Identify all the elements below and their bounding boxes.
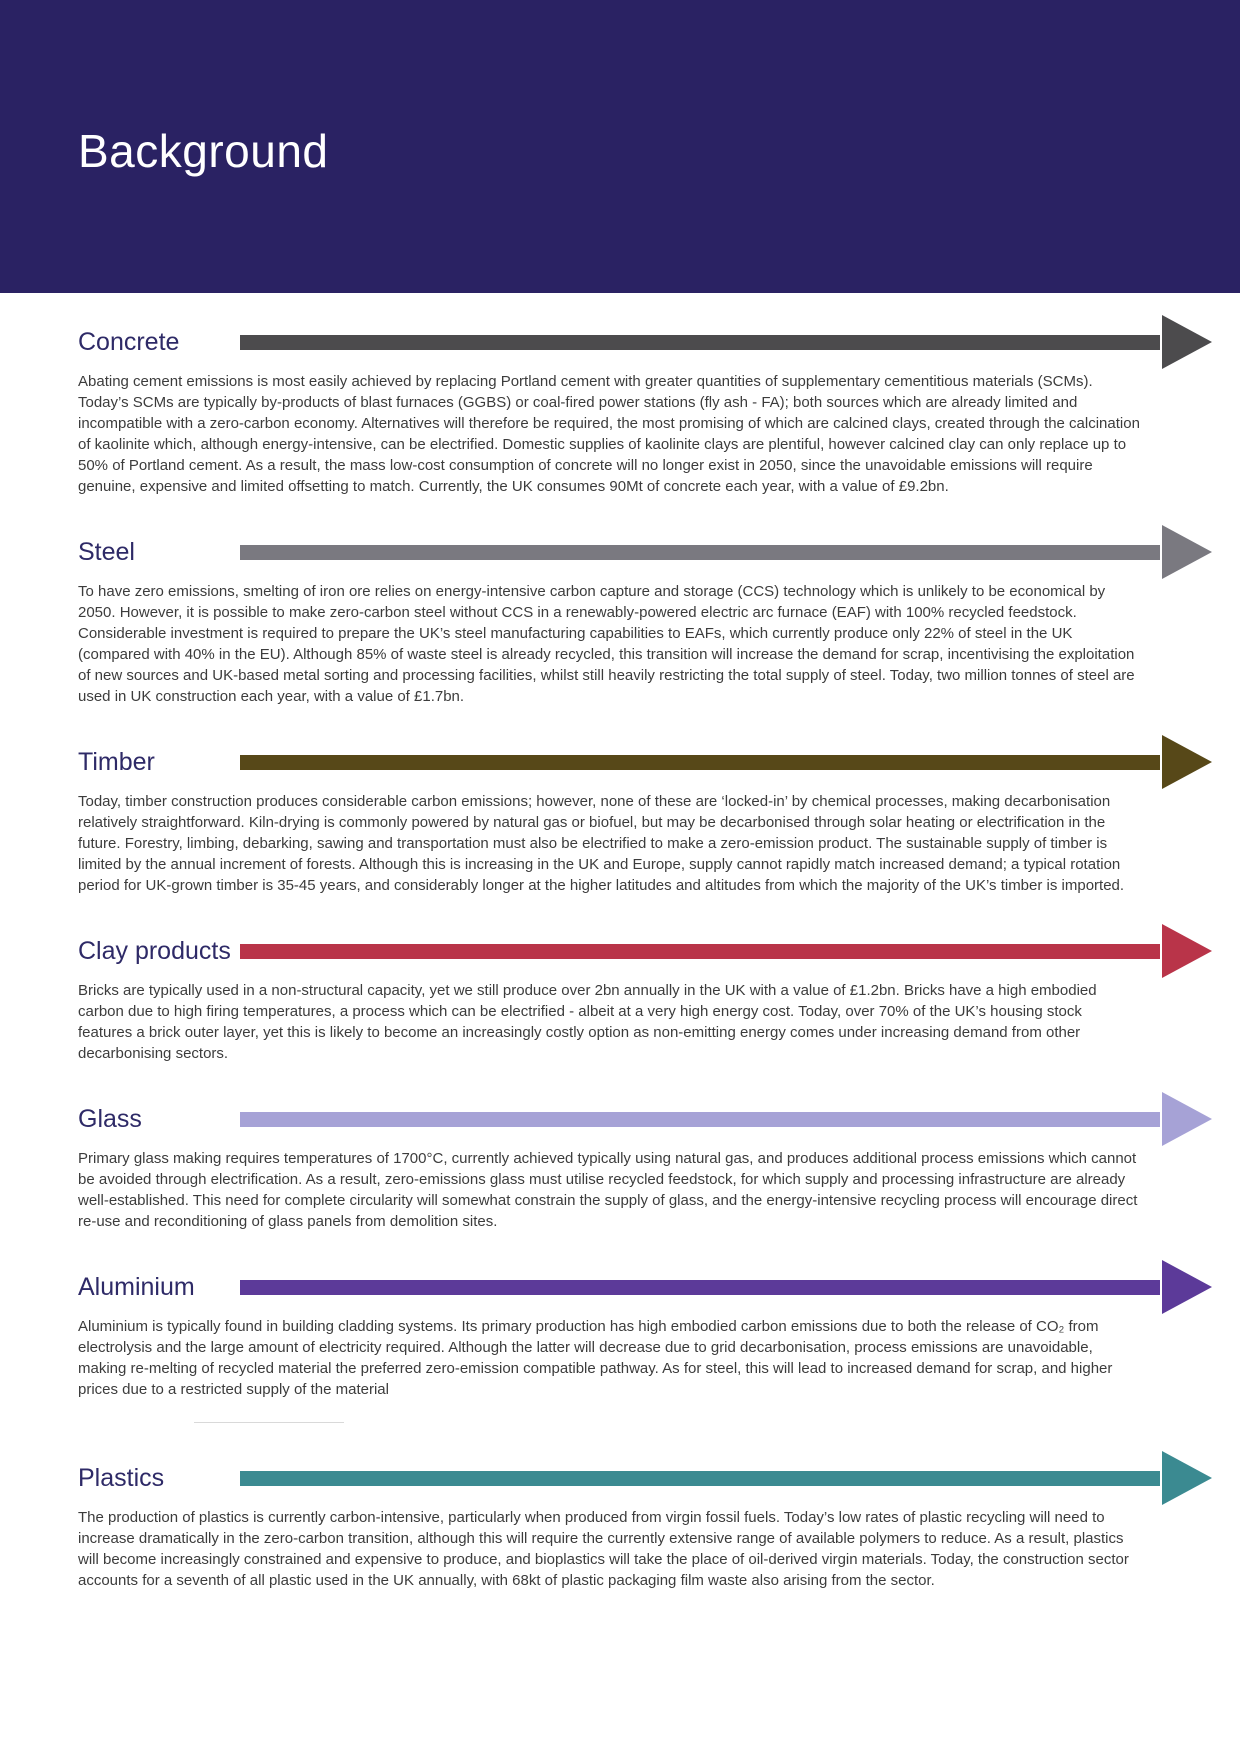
section-body-concrete: Abating cement emissions is most easily achieved by replacing Portland cement with greater quantities of supplementary cementitious materials (SCMs). Today’s SCMs are typically by-products of blast furnaces (GGBS) or coal-fired power stations (fly ash - FA); both sources which are already limited and incompatible with a zero-carbon economy. Alternatives will therefore be required, the most promising of which are calcined clays, created through the calcination of kaolinite which, although energy-intensive, can be electrified. Domestic supplies of kaolinite clays are plentiful, however calcined clay can only replace up to 50% of Portland cement. As a result, the mass low-cost consumption of concrete will no longer exist in 2050, since the unavoidable emissions will require genuine, expensive and limited offsetting to match. Currently, the UK consumes 90Mt of concrete each year, with a value of £9.2bn. [78,373,1140,495]
section-heading-concrete: Concrete [78,328,180,356]
section-head-row [78,1459,1160,1497]
section-heading-glass: Glass [78,1105,142,1133]
section-heading-plastics: Plastics [78,1464,165,1492]
section-head-row [78,932,1160,970]
right-arrow-clay-products [240,944,1160,959]
arrow-head-icon [1162,525,1212,579]
section-head-row [78,743,1160,781]
page-title: Background [78,124,329,177]
section-body-aluminium: Aluminium is typically found in building cladding systems. Its primary production has high embodied carbon emissions due to both the release of CO₂ from electrolysis and the large amount of electricity required. Although the latter will decrease due to grid decarbonisation, process emissions are unavoidable, making re-melting of recycled material the preferred zero-emission compatible pathway. As for steel, this will lead to increased demand for scrap, and higher prices due to a restricted supply of the material [78,1318,1113,1398]
section-body-timber: Today, timber construction produces considerable carbon emissions; however, none of these are ‘locked-in’ by chemical processes, making decarbonisation relatively straightforward. Kiln-drying is commonly powered by natural gas or biofuel, but may be decarbonised through solar heating or electrification in the future. Forestry, limbing, debarking, sawing and transportation must also be electrified to make a zero-emission product. The sustainable supply of timber is limited by the annual increment of forests. Although this is increasing in the UK and Europe, supply cannot rapidly match increased demand; a typical rotation period for UK-grown timber is 35-45 years, and considerably longer at the higher latitudes and altitudes from which the majority of the UK’s timber is imported. [78,793,1125,894]
section-concrete [78,323,1160,497]
section-aluminium [78,1268,1160,1423]
arrow-head-icon [1162,1260,1212,1314]
arrow-shaft [240,1112,1160,1127]
divider-line [194,1422,344,1423]
page-header-banner [0,0,1240,293]
right-arrow-timber [240,755,1160,770]
section-body-glass: Primary glass making requires temperatures of 1700°C, currently achieved typically using natural gas, and produces additional process emissions which cannot be avoided through electrification. As a result, zero-emissions glass must utilise recycled feedstock, for which supply and processing infrastructure are already well-established. This need for complete circularity will somewhat constrain the supply of glass, and the energy-intensive recycling process will encourage direct re-use and reconditioning of glass panels from demolition sites. [78,1150,1138,1230]
arrow-shaft [240,944,1160,959]
arrow-head-icon [1162,1451,1212,1505]
arrow-head-icon [1162,735,1212,789]
right-arrow-concrete [240,335,1160,350]
section-body-clay-products: Bricks are typically used in a non-structural capacity, yet we still produce over 2bn annually in the UK with a value of £1.2bn. Bricks have a high embodied carbon due to high firing temperatures, a process which can be electrified - albeit at a very high energy cost. Today, over 70% of the UK’s housing stock features a brick outer layer, yet this is likely to become an increasingly costly option as non-emitting energy comes under increasing demand from other decarbonising sectors. [78,982,1097,1062]
arrow-shaft [240,335,1160,350]
section-heading-timber: Timber [78,748,155,776]
section-steel [78,533,1160,707]
section-head-row [78,1268,1160,1306]
arrow-head-icon [1162,924,1212,978]
section-clay-products [78,932,1160,1064]
arrow-head-icon [1162,315,1212,369]
arrow-shaft [240,1280,1160,1295]
section-heading-aluminium: Aluminium [78,1273,195,1301]
section-head-row [78,533,1160,571]
page-content [0,293,1240,1591]
section-heading-steel: Steel [78,538,135,566]
arrow-shaft [240,1471,1160,1486]
right-arrow-aluminium [240,1280,1160,1295]
section-plastics [78,1459,1160,1591]
right-arrow-plastics [240,1471,1160,1486]
right-arrow-glass [240,1112,1160,1127]
arrow-shaft [240,545,1160,560]
section-timber [78,743,1160,896]
section-heading-clay-products: Clay products [78,937,231,965]
section-head-row [78,1100,1160,1138]
section-body-steel: To have zero emissions, smelting of iron ore relies on energy-intensive carbon capture and storage (CCS) technology which is unlikely to be economical by 2050. However, it is possible to make zero-carbon steel without CCS in a renewably-powered electric arc furnace (EAF) with 100% recycled feedstock. Considerable investment is required to prepare the UK’s steel manufacturing capabilities to EAFs, which currently produce only 22% of steel in the UK (compared with 40% in the EU). Although 85% of waste steel is already recycled, this transition will increase the demand for scrap, incentivising the exploitation of new sources and UK-based metal sorting and processing facilities, whilst still heavily restricting the total supply of steel. Today, two million tonnes of steel are used in UK construction each year, with a value of £1.7bn. [78,583,1135,705]
right-arrow-steel [240,545,1160,560]
section-glass [78,1100,1160,1232]
section-body-plastics: The production of plastics is currently carbon-intensive, particularly when produced from virgin fossil fuels. Today’s low rates of plastic recycling will need to increase dramatically in the zero-carbon transition, although this will require the currently extensive range of available polymers to reduce. As a result, plastics will become increasingly constrained and expensive to produce, and bioplastics will take the place of oil-derived virgin materials. Today, the construction sector accounts for a seventh of all plastic used in the UK annually, with 68kt of plastic packaging film waste also arising from the sector. [78,1509,1129,1589]
section-head-row [78,323,1160,361]
arrow-head-icon [1162,1092,1212,1146]
arrow-shaft [240,755,1160,770]
